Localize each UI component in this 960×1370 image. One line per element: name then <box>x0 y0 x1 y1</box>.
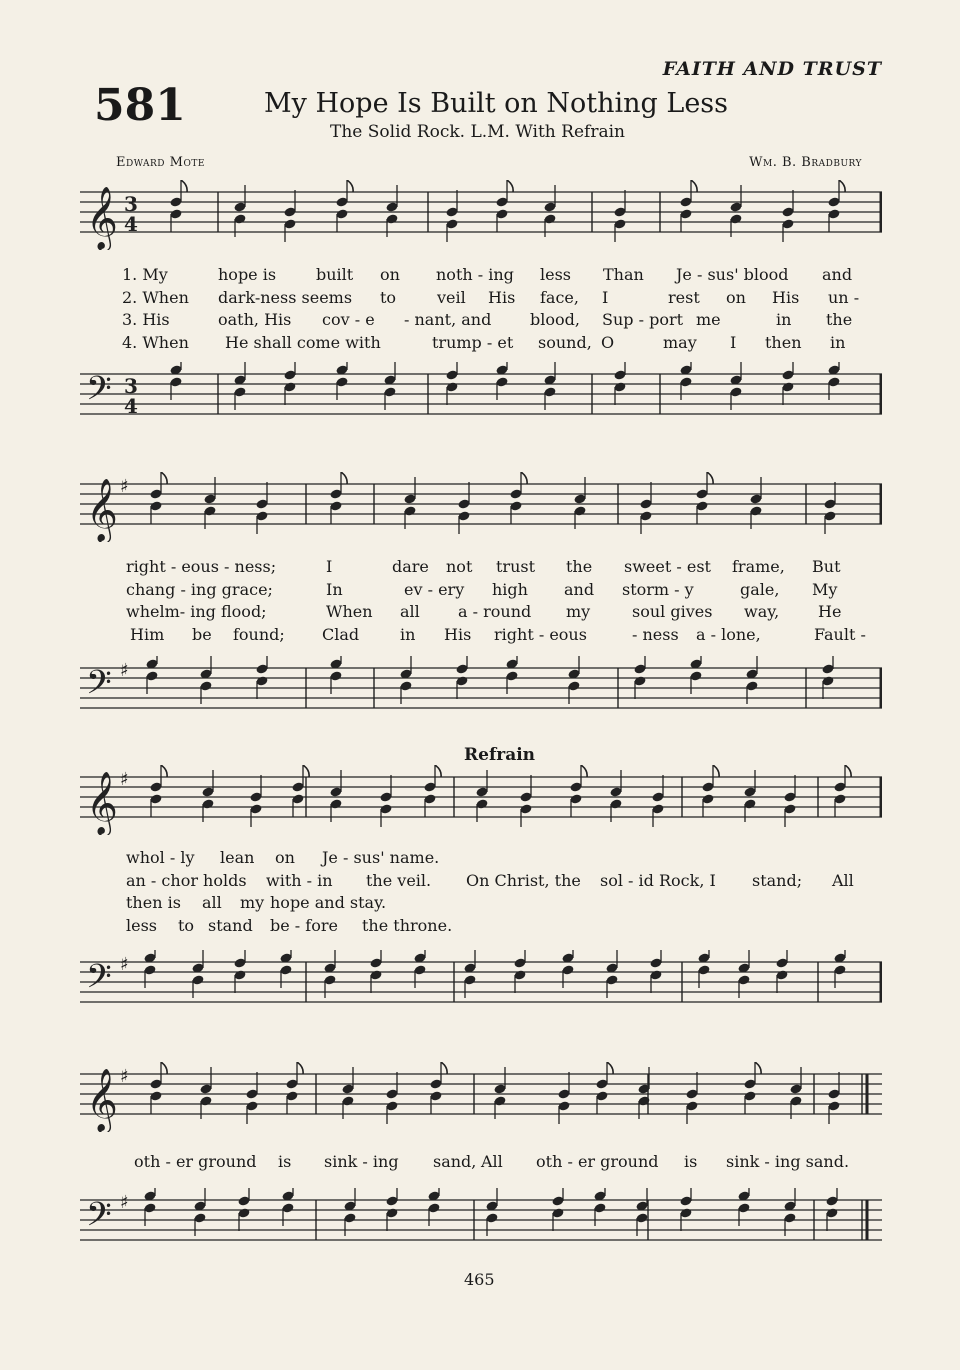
lyric-syllable: sweet - est <box>624 557 711 576</box>
composer-credit: Wm. B. Bradbury <box>749 155 862 170</box>
sharp-icon: ♯ <box>120 660 129 681</box>
lyric-syllable: is <box>278 1152 292 1171</box>
note-chord <box>573 477 586 529</box>
lyric-syllable: a - round <box>458 602 532 621</box>
lyric-syllable: sound, <box>538 332 592 352</box>
lyric-syllable: with - in <box>266 870 333 890</box>
note-chord <box>283 190 296 242</box>
lyric-syllable: right - eous <box>494 624 587 644</box>
lyric-syllable: and <box>564 579 595 599</box>
note-chord <box>823 482 836 534</box>
lyric-syllable: 3. His <box>122 310 170 329</box>
treble-staff-1 <box>80 180 882 250</box>
lyric-syllable: 2. When <box>122 287 189 307</box>
note-chord <box>651 775 664 827</box>
lyric-syllable: lean <box>220 848 255 867</box>
lyric-syllable: be - fore <box>270 915 338 935</box>
lyric-syllable: rest <box>668 287 700 307</box>
lyric-syllable: way, <box>744 602 780 621</box>
note-chord <box>463 950 476 998</box>
note-chord <box>245 1072 258 1124</box>
note-chord <box>595 1062 613 1114</box>
lyric-syllable: When <box>326 602 373 621</box>
lyric-syllable: to <box>178 915 195 935</box>
note-chord <box>445 190 458 242</box>
bass-staff-2 <box>80 656 882 726</box>
lyric-syllable: un - <box>828 287 860 307</box>
note-chord <box>569 765 587 817</box>
lyric-syllable: face, <box>540 287 579 307</box>
note-chord <box>613 190 626 242</box>
lyric-syllable: oath, His <box>218 310 292 329</box>
lyric-syllable: then is <box>126 893 181 912</box>
treble-staff-4 <box>80 1062 882 1132</box>
lyric-syllable: storm - y <box>622 579 694 599</box>
lyric-syllable: be <box>192 624 212 644</box>
note-chord <box>609 770 622 822</box>
treble-clef-icon: 𝄞 <box>86 478 118 541</box>
note-chord <box>783 1188 796 1236</box>
sharp-icon: ♯ <box>120 1192 129 1213</box>
lyric-syllable: hope and stay. <box>270 893 387 912</box>
bass-staff-3 <box>80 950 882 1020</box>
lyric-syllable: Fault - <box>814 624 866 644</box>
note-chord <box>199 1067 212 1119</box>
note-chord <box>695 472 713 524</box>
lyric-syllable: soul gives <box>632 602 713 621</box>
lyric-syllable: right - eous - ness; <box>126 557 277 576</box>
lyric-syllable: veil <box>437 287 466 307</box>
note-chord <box>543 362 556 410</box>
note-chord <box>493 1067 506 1119</box>
note-chord <box>475 770 488 822</box>
treble-clef-icon: 𝄞 <box>86 186 118 249</box>
note-chord <box>249 775 262 827</box>
lyric-syllable: ev - ery <box>404 579 465 599</box>
lyric-syllable: sol - id Rock, I <box>600 870 716 890</box>
lyric-syllable: an - chor holds <box>126 870 247 890</box>
lyric-syllable: Je - sus' name. <box>322 848 440 867</box>
lyric-syllable: oth - er ground <box>134 1152 257 1171</box>
note-chord <box>485 1188 498 1236</box>
lyric-syllable: All <box>832 870 854 890</box>
lyric-syllable: in <box>400 624 416 644</box>
lyric-syllable: Je - sus' blood <box>676 265 789 284</box>
note-chord <box>745 656 758 704</box>
lyric-syllable: I <box>602 287 609 307</box>
note-chord <box>203 477 216 529</box>
note-chord <box>233 185 246 237</box>
lyric-syllable: then <box>765 332 802 352</box>
lyric-syllable: the throne. <box>362 915 453 935</box>
note-chord <box>729 362 742 410</box>
lyric-syllable: I <box>326 557 333 576</box>
lyric-syllable: stand; <box>752 870 803 890</box>
lyric-syllable: high <box>492 579 528 599</box>
lyric-syllable: dark-ness seems <box>218 287 353 307</box>
note-chord <box>519 775 532 827</box>
note-chord <box>509 472 527 524</box>
sharp-icon: ♯ <box>120 954 129 975</box>
lyric-syllable: 1. My <box>122 265 168 284</box>
lyric-syllable: a - lone, <box>696 624 761 644</box>
lyric-syllable: - ness <box>632 624 679 644</box>
lyric-syllable: His <box>444 624 472 644</box>
note-chord <box>827 1072 840 1124</box>
lyric-syllable: In <box>326 579 343 599</box>
lyric-syllable: I <box>730 332 737 352</box>
lyric-syllable: found; <box>233 624 285 644</box>
note-chord <box>457 482 470 534</box>
lyric-syllable: not <box>446 557 473 576</box>
lyric-syllable: sand, <box>433 1152 477 1171</box>
note-chord <box>383 362 396 410</box>
note-chord <box>385 185 398 237</box>
note-chord <box>495 180 513 232</box>
note-chord <box>335 180 353 232</box>
lyric-syllable: whelm- ing flood; <box>126 602 267 621</box>
note-chord <box>233 362 246 410</box>
lyric-syllable: All <box>481 1152 503 1171</box>
note-chord <box>193 1188 206 1236</box>
lyric-syllable: Clad <box>322 624 360 644</box>
lyric-syllable: O <box>601 332 615 352</box>
lyric-syllable: His <box>488 287 516 307</box>
lyric-syllable: less <box>540 265 572 284</box>
bass-clef-icon: 𝄢 <box>86 370 112 416</box>
bass-clef-icon: 𝄢 <box>86 1196 112 1242</box>
lyric-syllable: whol - ly <box>126 848 195 867</box>
note-chord <box>323 950 336 998</box>
lyric-syllable: My <box>812 579 838 599</box>
note-chord <box>729 185 742 237</box>
note-chord <box>285 1062 303 1114</box>
bass-clef-icon: 𝄢 <box>86 958 112 1004</box>
lyric-syllable: is <box>684 1152 698 1171</box>
refrain-label: Refrain <box>464 745 536 765</box>
note-chord <box>149 472 167 524</box>
time-signature-bottom: 4 <box>124 212 138 236</box>
lyric-syllable: sink - ing sand. <box>726 1152 850 1171</box>
note-chord <box>343 1188 356 1236</box>
note-chord <box>385 1072 398 1124</box>
note-chord <box>429 1062 447 1114</box>
note-chord <box>685 1072 698 1124</box>
lyric-syllable: dare <box>392 557 429 576</box>
note-chord <box>749 477 762 529</box>
note-chord <box>255 482 268 534</box>
lyric-syllable: my <box>240 893 265 912</box>
lyric-syllable: But <box>812 557 841 576</box>
lyric-syllable: in <box>776 310 792 329</box>
sharp-icon: ♯ <box>120 476 129 497</box>
note-chord <box>329 472 347 524</box>
note-chord <box>191 950 204 998</box>
lyric-syllable: frame, <box>732 557 785 576</box>
time-signature-top: 3 <box>124 374 138 398</box>
note-chord <box>743 1062 761 1114</box>
lyric-syllable: the <box>826 310 853 329</box>
lyric-syllable: on <box>726 287 746 307</box>
lyric-syllable: On Christ, the <box>466 870 581 890</box>
lyric-syllable: on <box>380 265 400 284</box>
treble-clef-icon: 𝄞 <box>86 771 118 834</box>
note-chord <box>789 1067 802 1119</box>
note-chord <box>423 765 441 817</box>
lyric-syllable: oth - er ground <box>536 1152 659 1171</box>
time-signature-top: 3 <box>124 192 138 216</box>
lyric-syllable: all <box>202 893 222 912</box>
lyric-syllable: noth - ing <box>436 265 514 284</box>
note-chord <box>605 950 618 998</box>
lyric-syllable: chang - ing grace; <box>126 579 273 599</box>
note-chord <box>635 1188 648 1236</box>
note-chord <box>403 477 416 529</box>
note-chord <box>737 950 750 998</box>
note-chord <box>149 765 167 817</box>
note-chord <box>743 770 756 822</box>
lyric-syllable: my <box>566 602 591 621</box>
lyric-syllable: to <box>380 287 397 307</box>
treble-clef-icon: 𝄞 <box>86 1068 118 1131</box>
sharp-icon: ♯ <box>120 769 129 790</box>
note-chord <box>701 765 719 817</box>
time-signature-bottom: 4 <box>124 394 138 418</box>
note-chord <box>827 180 845 232</box>
note-chord <box>169 180 187 232</box>
treble-staff-3 <box>80 765 882 835</box>
lyric-syllable: on <box>275 848 295 867</box>
lyric-syllable: the <box>566 557 593 576</box>
lyric-syllable: in <box>830 332 846 352</box>
lyric-syllable: He <box>818 602 842 621</box>
lyric-syllable: sink - ing <box>324 1152 399 1171</box>
note-chord <box>201 770 214 822</box>
note-chord <box>149 1062 167 1114</box>
lyric-syllable: hope is <box>218 265 277 284</box>
lyric-syllable: trump - et <box>432 332 514 352</box>
tune-name: The Solid Rock. L.M. With Refrain <box>330 122 625 142</box>
lyric-syllable: - nant, and <box>404 310 492 329</box>
bass-staff-4 <box>80 1188 882 1258</box>
note-chord <box>833 765 851 817</box>
note-chord <box>329 770 342 822</box>
bass-clef-icon: 𝄢 <box>86 664 112 710</box>
lyric-syllable: stand <box>208 915 253 935</box>
lyric-syllable: all <box>400 602 420 621</box>
bass-staff-1 <box>80 362 882 432</box>
hymn-title: My Hope Is Built on Nothing Less <box>264 88 729 119</box>
note-chord <box>399 656 412 704</box>
section-heading: FAITH AND TRUST <box>662 58 882 80</box>
sharp-icon: ♯ <box>120 1066 129 1087</box>
lyric-syllable: 4. When <box>122 332 189 352</box>
note-chord <box>783 775 796 827</box>
lyric-syllable: blood, <box>530 310 580 329</box>
lyric-syllable: less <box>126 915 158 935</box>
lyric-syllable: Him <box>130 624 165 644</box>
note-chord <box>557 1072 570 1124</box>
note-chord <box>781 190 794 242</box>
note-chord <box>379 775 392 827</box>
lyric-syllable: He shall come with <box>225 332 381 352</box>
note-chord <box>341 1067 354 1119</box>
note-chord <box>567 656 580 704</box>
note-chord <box>679 180 697 232</box>
lyric-syllable: cov - e <box>322 310 375 329</box>
lyric-syllable: and <box>822 265 853 284</box>
note-chord <box>639 482 652 534</box>
note-chord <box>543 185 556 237</box>
lyric-syllable: may <box>663 332 697 352</box>
lyric-syllable: the veil. <box>366 870 432 890</box>
treble-staff-2 <box>80 472 882 542</box>
lyric-syllable: His <box>772 287 800 307</box>
lyric-syllable: me <box>696 310 721 329</box>
lyric-syllable: trust <box>496 557 536 576</box>
author-credit: Edward Mote <box>116 155 205 170</box>
lyric-syllable: Than <box>603 265 644 284</box>
page-number: 465 <box>464 1270 495 1289</box>
hymn-number: 581 <box>94 80 186 131</box>
lyric-syllable: built <box>316 265 354 284</box>
note-chord <box>199 656 212 704</box>
lyric-syllable: Sup - port <box>602 310 684 329</box>
lyric-syllable: gale, <box>740 579 780 599</box>
